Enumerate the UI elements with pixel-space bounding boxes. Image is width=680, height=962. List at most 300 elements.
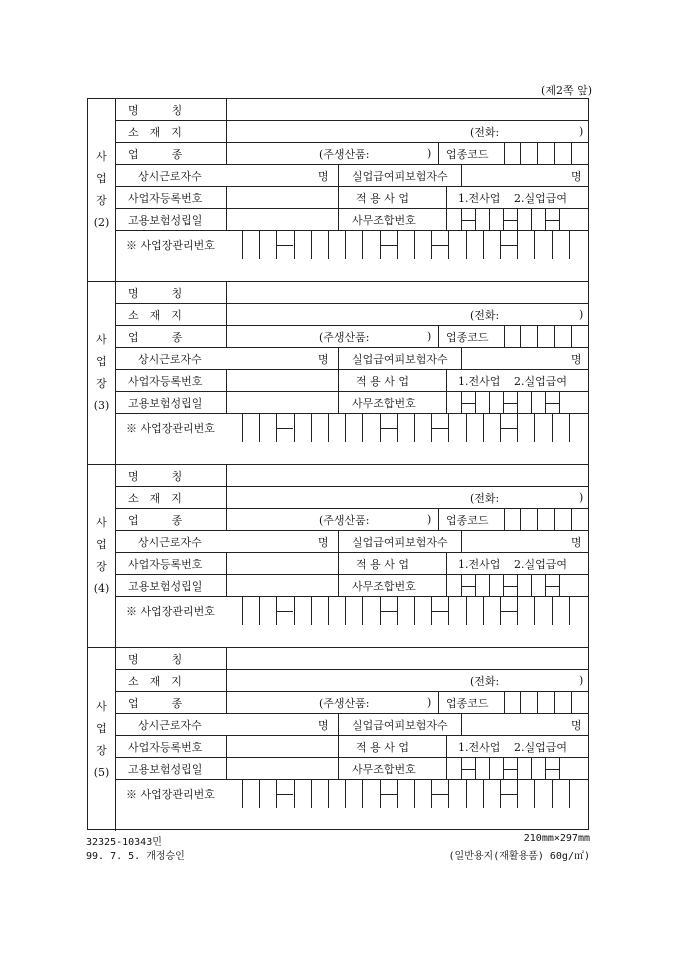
name-label: 명 칭 — [128, 286, 183, 300]
insured-count-unit: 명 — [571, 718, 582, 732]
cell-divider — [438, 143, 439, 164]
digit-separator — [503, 586, 517, 587]
digit-separator — [500, 245, 517, 246]
regular-workers-unit: 명 — [318, 169, 329, 183]
cell-divider — [397, 231, 398, 259]
section-side-char: 사 — [96, 333, 107, 346]
digit-separator — [431, 245, 448, 246]
cell-divider — [226, 487, 227, 508]
cell-divider — [504, 143, 505, 164]
cell-divider — [517, 414, 518, 442]
cell-divider — [520, 326, 521, 347]
cell-divider — [466, 414, 467, 442]
form-row — [116, 487, 588, 509]
cell-divider — [226, 121, 227, 142]
cell-divider — [311, 780, 312, 808]
section-side-label — [88, 99, 116, 281]
business-site-section — [88, 282, 588, 465]
cell-divider — [345, 231, 346, 259]
cell-divider — [446, 370, 447, 391]
mgmt-no-label: ※ 사업장관리번호 — [126, 239, 215, 252]
business-site-form-table — [87, 98, 589, 830]
cell-divider — [311, 231, 312, 259]
cell-divider — [311, 414, 312, 442]
insured-count-unit: 명 — [571, 535, 582, 549]
cell-divider — [504, 326, 505, 347]
cell-divider — [294, 231, 295, 259]
cell-divider — [559, 209, 560, 230]
cell-divider — [311, 597, 312, 625]
regular-workers-unit: 명 — [318, 718, 329, 732]
cell-divider — [338, 165, 339, 186]
office-union-no-label: 사무조합번호 — [352, 396, 416, 410]
cell-divider — [537, 326, 538, 347]
applicable-option-1[interactable]: 1.전사업 — [458, 740, 501, 754]
biz-reg-no-label: 사업자등록번호 — [128, 191, 203, 205]
cell-divider — [438, 326, 439, 347]
cell-divider — [537, 692, 538, 713]
regular-workers-unit: 명 — [318, 535, 329, 549]
cell-divider — [520, 692, 521, 713]
applicable-option-1[interactable]: 1.전사업 — [458, 374, 501, 388]
cell-divider — [338, 531, 339, 552]
cell-divider — [504, 692, 505, 713]
cell-divider — [338, 370, 339, 391]
digit-separator — [545, 769, 559, 770]
digit-separator — [500, 428, 517, 429]
cell-divider — [517, 780, 518, 808]
cell-divider — [338, 714, 339, 735]
name-field[interactable] — [227, 648, 587, 669]
form-row — [116, 282, 588, 304]
cell-divider — [517, 209, 518, 230]
applicable-option-1[interactable]: 1.전사업 — [458, 557, 501, 571]
cell-divider — [448, 414, 449, 442]
cell-divider — [461, 531, 462, 552]
cell-divider — [483, 414, 484, 442]
applicable-option-2[interactable]: 2.실업급여 — [514, 740, 567, 754]
digit-separator — [461, 769, 475, 770]
business-site-section — [88, 99, 588, 282]
page-number-label: (제2쪽 앞) — [541, 84, 592, 97]
cell-divider — [397, 597, 398, 625]
insured-count-unit: 명 — [571, 169, 582, 183]
main-product-open: (주생산품: — [319, 513, 370, 527]
cell-divider — [489, 392, 490, 413]
cell-divider — [414, 414, 415, 442]
industry-label: 업 종 — [128, 696, 183, 710]
insured-count-label: 실업급여피보험자수 — [352, 535, 448, 549]
cell-divider — [328, 780, 329, 808]
form-row — [116, 575, 588, 597]
cell-divider — [226, 187, 227, 208]
cell-divider — [226, 509, 227, 530]
office-union-no-label: 사무조합번호 — [352, 762, 416, 776]
cell-divider — [226, 326, 227, 347]
paper-size: 210mm×297mm — [523, 833, 590, 844]
cell-divider — [552, 414, 553, 442]
form-row — [116, 509, 588, 531]
cell-divider — [242, 414, 243, 442]
form-row — [116, 714, 588, 736]
form-row — [116, 780, 588, 808]
cell-divider — [226, 758, 227, 779]
main-product-open: (주생산품: — [319, 330, 370, 344]
section-side-label — [88, 648, 116, 831]
cell-divider — [226, 143, 227, 164]
section-side-char: 장 — [96, 377, 107, 390]
cell-divider — [571, 692, 572, 713]
cell-divider — [517, 231, 518, 259]
form-row — [116, 209, 588, 231]
cell-divider — [226, 370, 227, 391]
cell-divider — [569, 231, 570, 259]
cell-divider — [446, 736, 447, 757]
cell-divider — [259, 597, 260, 625]
paper-type: (일반용지(재활용품) 60g/㎡) — [448, 851, 590, 862]
cell-divider — [552, 780, 553, 808]
cell-divider — [446, 187, 447, 208]
section-side-char: 사 — [96, 699, 107, 713]
cell-divider — [345, 780, 346, 808]
industry-code-label: 업종코드 — [446, 330, 489, 344]
cell-divider — [517, 597, 518, 625]
form-row — [116, 348, 588, 370]
cell-divider — [520, 509, 521, 530]
mgmt-no-label: ※ 사업장관리번호 — [126, 422, 215, 435]
cell-divider — [338, 187, 339, 208]
phone-open: (전화: — [470, 491, 500, 505]
cell-divider — [414, 231, 415, 259]
main-product-close: ) — [427, 513, 432, 526]
phone-close: ) — [579, 308, 584, 321]
cell-divider — [242, 597, 243, 625]
digit-separator — [503, 403, 517, 404]
cell-divider — [345, 597, 346, 625]
cell-divider — [466, 231, 467, 259]
insured-count-label: 실업급여피보험자수 — [352, 352, 448, 366]
insured-count-unit: 명 — [571, 352, 582, 366]
biz-reg-no-label: 사업자등록번호 — [128, 557, 203, 571]
cell-divider — [242, 780, 243, 808]
phone-close: ) — [579, 674, 584, 687]
digit-separator — [431, 611, 448, 612]
cell-divider — [338, 392, 339, 413]
digit-separator — [545, 586, 559, 587]
biz-reg-no-label: 사업자등록번호 — [128, 740, 203, 754]
office-union-no-label: 사무조합번호 — [352, 213, 416, 227]
form-row — [116, 392, 588, 414]
cell-divider — [475, 575, 476, 596]
section-side-char: 장 — [96, 560, 107, 573]
name-label: 명 칭 — [128, 652, 183, 666]
form-row — [116, 692, 588, 714]
office-union-no-label: 사무조합번호 — [352, 579, 416, 593]
cell-divider — [569, 780, 570, 808]
digit-separator — [380, 611, 397, 612]
location-label: 소 재 지 — [128, 308, 182, 322]
name-field[interactable] — [227, 282, 587, 303]
regular-workers-label: 상시근로자수 — [138, 718, 202, 732]
cell-divider — [552, 597, 553, 625]
cell-divider — [328, 597, 329, 625]
cell-divider — [446, 575, 447, 596]
main-product-close: ) — [427, 147, 432, 160]
name-field[interactable] — [227, 99, 587, 120]
cell-divider — [489, 758, 490, 779]
cell-divider — [531, 209, 532, 230]
cell-divider — [483, 597, 484, 625]
mgmt-no-label: ※ 사업장관리번호 — [126, 788, 215, 801]
cell-divider — [534, 231, 535, 259]
main-product-open: (주생산품: — [319, 696, 370, 710]
applicable-option-2[interactable]: 2.실업급여 — [514, 374, 567, 388]
cell-divider — [362, 231, 363, 259]
name-label: 명 칭 — [128, 103, 183, 117]
ins-est-date-label: 고용보험성립일 — [128, 579, 203, 593]
cell-divider — [226, 392, 227, 413]
cell-divider — [362, 780, 363, 808]
cell-divider — [504, 509, 505, 530]
cell-divider — [483, 231, 484, 259]
cell-divider — [517, 392, 518, 413]
digit-separator — [431, 428, 448, 429]
applicable-biz-label: 적 용 사 업 — [356, 191, 409, 205]
cell-divider — [531, 575, 532, 596]
cell-divider — [537, 143, 538, 164]
form-row — [116, 553, 588, 575]
applicable-biz-label: 적 용 사 업 — [356, 557, 409, 571]
section-side-char: 사 — [96, 150, 107, 163]
regular-workers-label: 상시근로자수 — [138, 352, 202, 366]
cell-divider — [554, 326, 555, 347]
digit-separator — [503, 220, 517, 221]
form-row — [116, 99, 588, 121]
cell-divider — [461, 348, 462, 369]
form-row — [116, 304, 588, 326]
cell-divider — [554, 692, 555, 713]
industry-label: 업 종 — [128, 147, 183, 161]
industry-code-label: 업종코드 — [446, 147, 489, 161]
cell-divider — [559, 575, 560, 596]
cell-divider — [552, 231, 553, 259]
main-product-open: (주생산품: — [319, 147, 370, 161]
applicable-option-1[interactable]: 1.전사업 — [458, 191, 501, 205]
cell-divider — [475, 758, 476, 779]
cell-divider — [328, 414, 329, 442]
approval-date: 99. 7. 5. 개정승인 — [86, 851, 185, 862]
form-row — [116, 465, 588, 487]
form-row — [116, 597, 588, 625]
ins-est-date-label: 고용보험성립일 — [128, 213, 203, 227]
cell-divider — [414, 780, 415, 808]
cell-divider — [338, 736, 339, 757]
digit-separator — [431, 794, 448, 795]
digit-separator — [461, 586, 475, 587]
cell-divider — [461, 165, 462, 186]
ins-est-date-label: 고용보험성립일 — [128, 396, 203, 410]
cell-divider — [226, 736, 227, 757]
applicable-biz-label: 적 용 사 업 — [356, 740, 409, 754]
digit-separator — [545, 403, 559, 404]
form-row — [116, 414, 588, 442]
industry-code-label: 업종코드 — [446, 696, 489, 710]
cell-divider — [569, 597, 570, 625]
cell-divider — [259, 414, 260, 442]
applicable-option-2[interactable]: 2.실업급여 — [514, 191, 567, 205]
main-product-close: ) — [427, 330, 432, 343]
ins-est-date-label: 고용보험성립일 — [128, 762, 203, 776]
mgmt-no-label: ※ 사업장관리번호 — [126, 605, 215, 618]
cell-divider — [483, 780, 484, 808]
phone-close: ) — [579, 491, 584, 504]
digit-separator — [461, 403, 475, 404]
form-row — [116, 648, 588, 670]
form-row — [116, 370, 588, 392]
cell-divider — [397, 414, 398, 442]
cell-divider — [571, 143, 572, 164]
section-number: (3) — [93, 399, 110, 412]
form-row — [116, 187, 588, 209]
cell-divider — [226, 209, 227, 230]
cell-divider — [294, 780, 295, 808]
cell-divider — [414, 597, 415, 625]
cell-divider — [294, 597, 295, 625]
digit-separator — [276, 794, 293, 795]
applicable-option-2[interactable]: 2.실업급여 — [514, 557, 567, 571]
location-label: 소 재 지 — [128, 674, 182, 688]
cell-divider — [475, 392, 476, 413]
cell-divider — [446, 392, 447, 413]
digit-separator — [380, 245, 397, 246]
location-label: 소 재 지 — [128, 125, 182, 139]
form-row — [116, 143, 588, 165]
industry-code-label: 업종코드 — [446, 513, 489, 527]
digit-separator — [545, 220, 559, 221]
section-side-char: 업 — [96, 355, 107, 368]
form-row — [116, 231, 588, 259]
cell-divider — [338, 209, 339, 230]
cell-divider — [517, 575, 518, 596]
section-number: (4) — [93, 582, 110, 595]
cell-divider — [531, 392, 532, 413]
section-side-char: 장 — [96, 194, 107, 207]
location-label: 소 재 지 — [128, 491, 182, 505]
cell-divider — [362, 597, 363, 625]
regular-workers-unit: 명 — [318, 352, 329, 366]
insured-count-label: 실업급여피보험자수 — [352, 169, 448, 183]
industry-label: 업 종 — [128, 330, 183, 344]
form-row — [116, 121, 588, 143]
name-label: 명 칭 — [128, 469, 183, 483]
cell-divider — [338, 575, 339, 596]
form-row — [116, 736, 588, 758]
section-side-char: 사 — [96, 516, 107, 529]
cell-divider — [466, 780, 467, 808]
cell-divider — [328, 231, 329, 259]
section-side-label — [88, 282, 116, 464]
cell-divider — [475, 209, 476, 230]
name-field[interactable] — [227, 465, 587, 486]
section-side-char: 업 — [96, 172, 107, 185]
form-row — [116, 531, 588, 553]
cell-divider — [517, 758, 518, 779]
cell-divider — [338, 348, 339, 369]
digit-separator — [276, 611, 293, 612]
digit-separator — [276, 428, 293, 429]
cell-divider — [438, 509, 439, 530]
business-site-section — [88, 648, 588, 831]
form-code: 32325-10343민 — [86, 837, 162, 848]
phone-open: (전화: — [470, 308, 500, 322]
business-site-section — [88, 465, 588, 648]
section-side-char: 업 — [96, 538, 107, 551]
phone-open: (전화: — [470, 125, 500, 139]
cell-divider — [397, 780, 398, 808]
cell-divider — [520, 143, 521, 164]
insured-count-label: 실업급여피보험자수 — [352, 718, 448, 732]
cell-divider — [446, 209, 447, 230]
cell-divider — [554, 509, 555, 530]
cell-divider — [438, 692, 439, 713]
cell-divider — [226, 553, 227, 574]
form-row — [116, 326, 588, 348]
main-product-close: ) — [427, 696, 432, 709]
cell-divider — [446, 553, 447, 574]
section-side-label — [88, 465, 116, 647]
cell-divider — [226, 304, 227, 325]
digit-separator — [461, 220, 475, 221]
cell-divider — [242, 231, 243, 259]
cell-divider — [534, 597, 535, 625]
applicable-biz-label: 적 용 사 업 — [356, 374, 409, 388]
phone-open: (전화: — [470, 674, 500, 688]
form-row — [116, 758, 588, 780]
industry-label: 업 종 — [128, 513, 183, 527]
cell-divider — [531, 758, 532, 779]
cell-divider — [448, 597, 449, 625]
form-row — [116, 165, 588, 187]
cell-divider — [226, 670, 227, 691]
cell-divider — [461, 714, 462, 735]
regular-workers-label: 상시근로자수 — [138, 169, 202, 183]
cell-divider — [534, 414, 535, 442]
cell-divider — [559, 758, 560, 779]
cell-divider — [226, 575, 227, 596]
cell-divider — [448, 780, 449, 808]
cell-divider — [226, 692, 227, 713]
cell-divider — [338, 553, 339, 574]
cell-divider — [534, 780, 535, 808]
cell-divider — [294, 414, 295, 442]
cell-divider — [448, 231, 449, 259]
cell-divider — [489, 575, 490, 596]
cell-divider — [259, 231, 260, 259]
cell-divider — [571, 326, 572, 347]
biz-reg-no-label: 사업자등록번호 — [128, 374, 203, 388]
form-row — [116, 670, 588, 692]
cell-divider — [345, 414, 346, 442]
digit-separator — [503, 769, 517, 770]
section-number: (5) — [93, 765, 110, 779]
cell-divider — [259, 780, 260, 808]
digit-separator — [500, 794, 517, 795]
cell-divider — [338, 758, 339, 779]
cell-divider — [362, 414, 363, 442]
cell-divider — [559, 392, 560, 413]
cell-divider — [537, 509, 538, 530]
section-number: (2) — [93, 216, 110, 229]
